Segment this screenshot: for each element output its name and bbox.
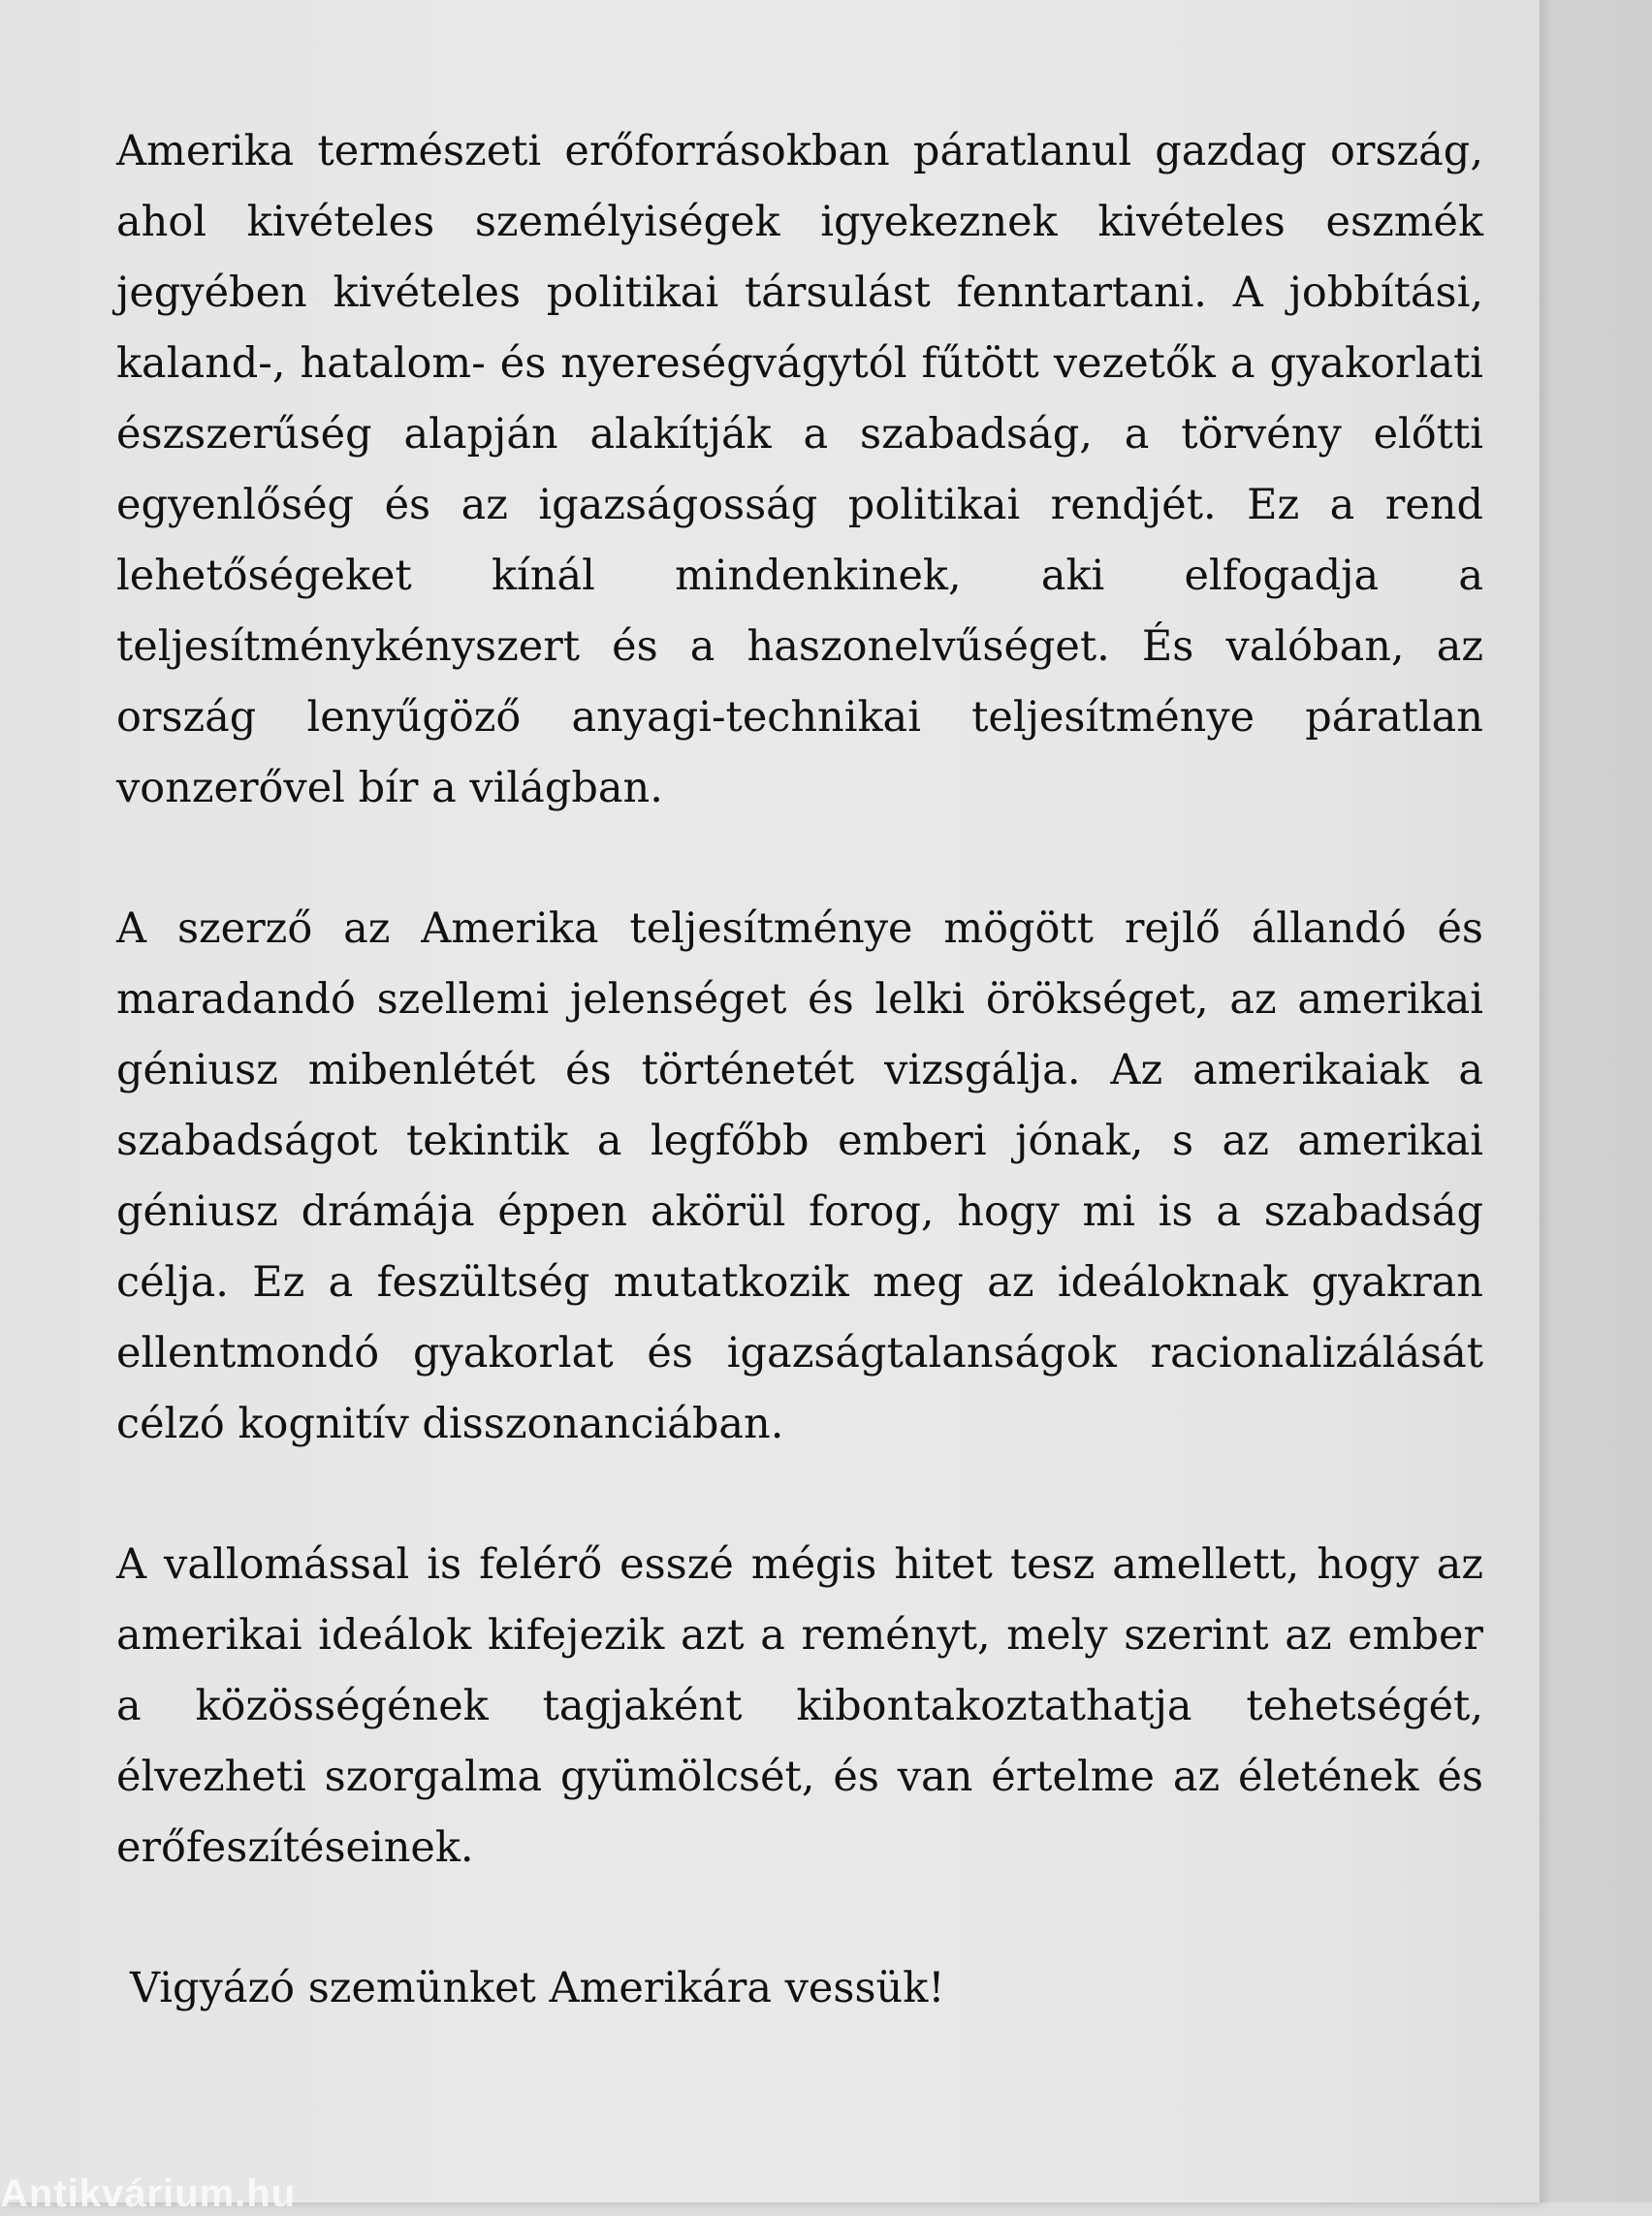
watermark-logo: Antikvárium.hu (0, 2172, 297, 2215)
paragraph-1: Amerika természeti erőforrásokban páratlanul gazdag ország, ahol kivételes személyiségek igyekeznek kivételes eszmék jegyében kivételes politikai társulást fenntartani. A jobbítási, kaland-, hatalom- és nyereségvágytól fűtött vezetők a gyakorlati észszerűség alapján alakítják a szabadság, a törvény előtti egyenlőség és az igazságosság politikai rendjét. Ez a rend lehetőségeket kínál mindenkinek, aki elfogadja a teljesítménykényszert és a haszonelvűséget. És valóban, az ország lenyűgöző anyagi-technikai teljesítménye páratlan vonzerővel bír a világban. (116, 127, 1483, 812)
blurb-text (116, 116, 1483, 2024)
closing-line: Vigyázó szemünket Amerikára vessük! (130, 1964, 945, 2012)
page-edge (1540, 0, 1652, 2202)
paragraph-3: A vallomással is felérő esszé mégis hitet tesz amellett, hogy az amerikai ideálok kifejezik azt a reményt, mely szerint az ember a közösségének tagjaként kibontakoztathatja tehetségét, élvezheti szorgalma gyümölcsét, és van értelme az életének és erőfeszítéseinek. (116, 1540, 1483, 1872)
paragraph-2: A szerző az Amerika teljesítménye mögött rejlő állandó és maradandó szellemi jelenséget és lelki örökséget, az amerikai géniusz mibenlétét és történetét vizsgálja. Az amerikaiak a szabadságot tekintik a legfőbb emberi jónak, s az amerikai géniusz drámája éppen akörül forog, hogy mi is a szabadság célja. Ez a feszültség mutatkozik meg az ideáloknak gyakran ellentmondó gyakorlat és igazságtalanságok racionalizálását célzó kognitív disszonanciában. (116, 904, 1483, 1448)
